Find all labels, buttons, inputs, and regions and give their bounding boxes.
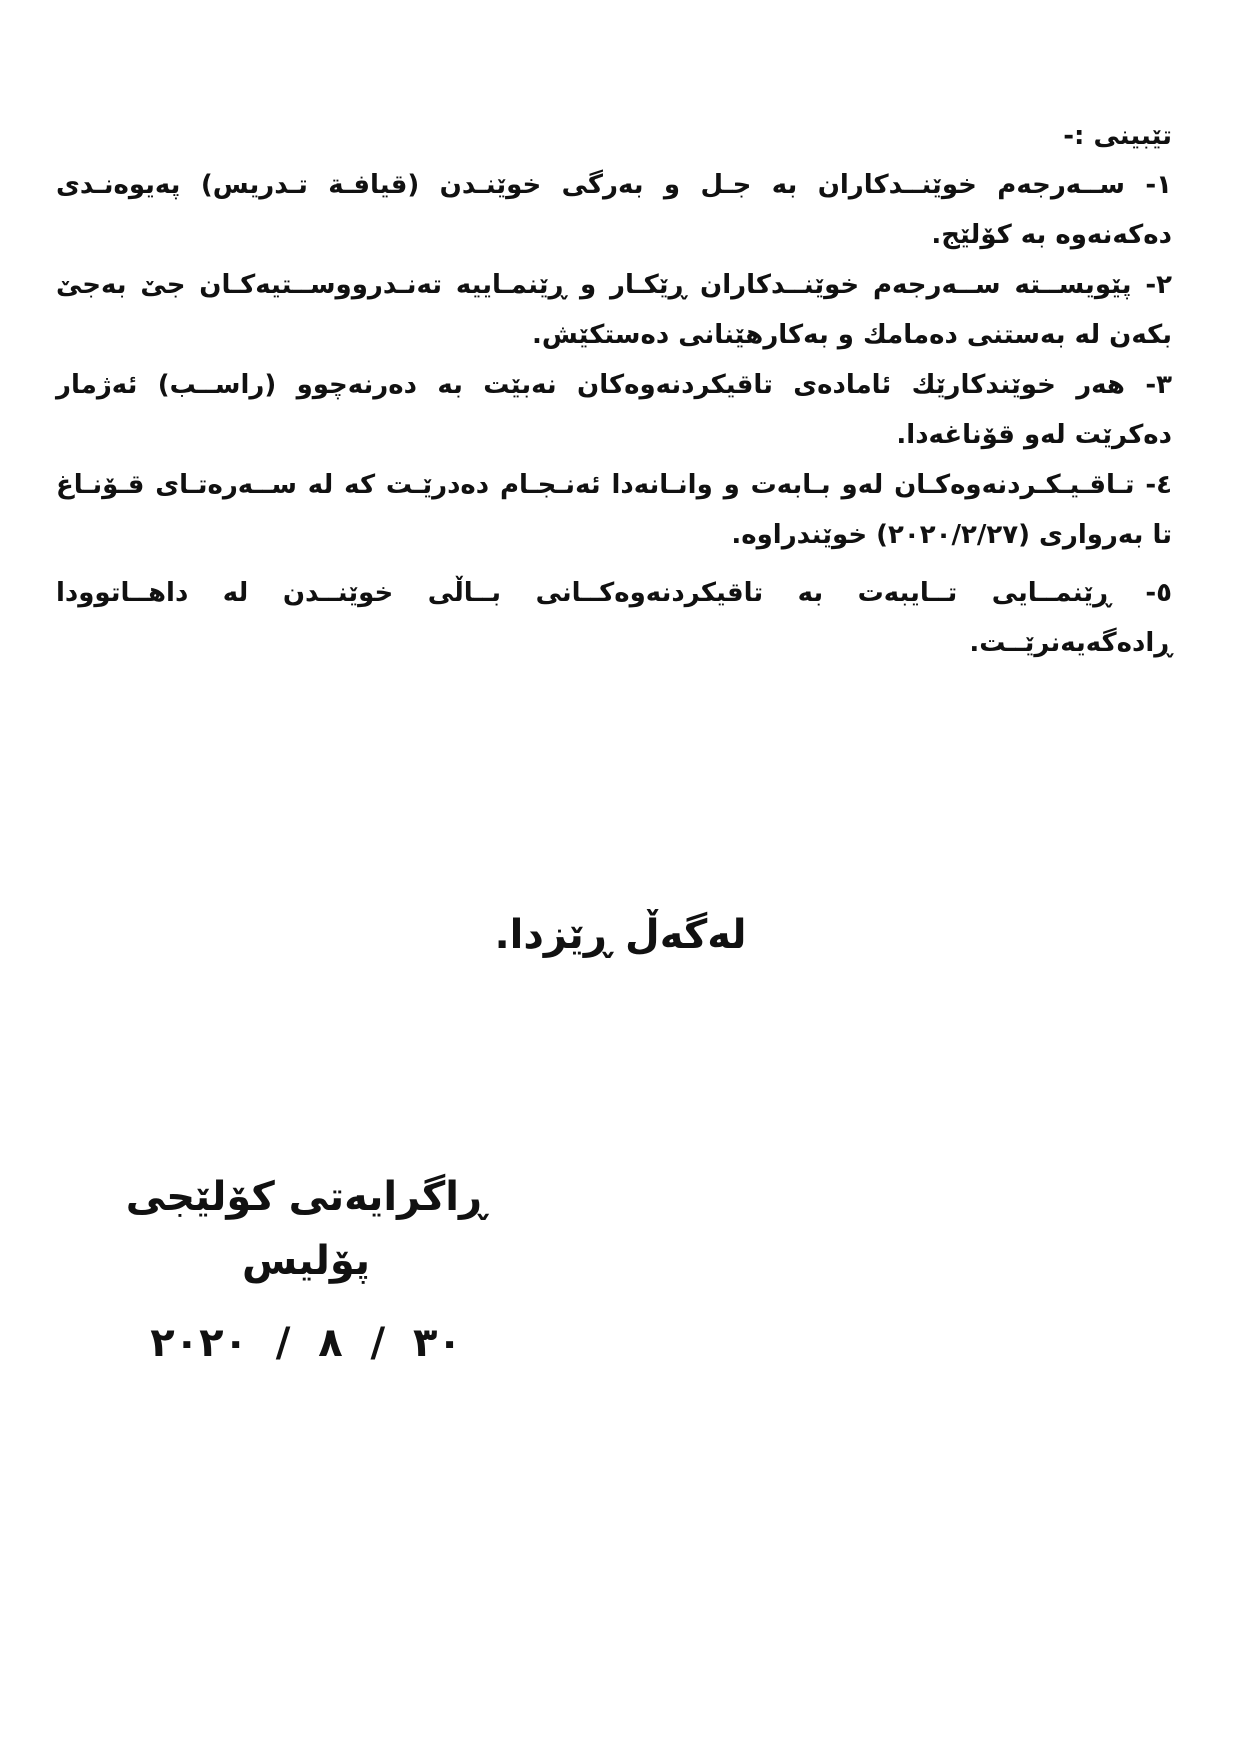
- notes-heading: تێبینی :-: [1063, 121, 1172, 151]
- notes-section: [56, 118, 1172, 668]
- note-item-1: ١- ســەرجەم خوێنــدکاران بە جـل و بەرگی خوێنـدن (قیافـة تـدریس) پەیوەنـدی دەکەنەوە بە کۆلێج.: [56, 170, 1172, 250]
- closing-salutation: لەگەڵ ڕێزدا.: [494, 912, 747, 958]
- signature-title: ڕاگرایەتی کۆلێجی پۆلیس: [125, 1174, 487, 1284]
- note-item-4: ٤- تـاقـیـکـردنەوەکـان لەو بـابەت و وانـانەدا ئەنـجـام دەدرێـت کە لە ســەرەتـای قـۆنـاغ تا بەرواری (٢٠٢٠/٢/٢٧) خوێندراوە.: [56, 470, 1172, 550]
- note-item-5: ٥- ڕێنمــایی تــایبەت بە تاقیکردنەوەکــانی بــاڵی خوێنــدن لە داهــاتوودا ڕادەگەیەنرێــت.: [56, 578, 1172, 658]
- signature-block: [96, 1165, 516, 1373]
- note-item-3: ٣- هەر خوێندکارێك ئامادەی تاقیکردنەوەکان نەبێت بە دەرنەچوو (راســب) ئەژمار دەکرێت لەو قۆناغەدا.: [56, 370, 1172, 450]
- note-item-2: ٢- پێویســتە ســەرجەم خوێنــدکاران ڕێکـار و ڕێنمـاییە تەنـدرووســتیەکـان جێ بەجێ بکەن لە بەستنی دەمامك و بەکارهێنانی دەستکێش.: [56, 270, 1172, 350]
- signature-date: ٣٠ / ٨ / ٢٠٢٠: [150, 1320, 462, 1366]
